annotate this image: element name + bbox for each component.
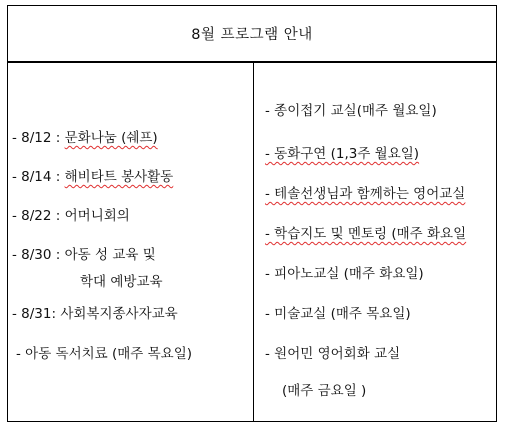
event-date: - 8/30 :	[12, 247, 65, 263]
event-item	[12, 171, 173, 185]
program-item: - 원어민 영어회화 교실	[265, 346, 401, 362]
event-date: -	[16, 346, 26, 362]
event-text: 아동 독서치료 (매주 목요일)	[25, 346, 193, 362]
program-item-continued: (매주 금요일 )	[282, 383, 367, 399]
weekly-programs-column	[254, 63, 496, 421]
table-title: 8월 프로그램 안내	[8, 6, 496, 63]
event-item-continued	[80, 276, 163, 290]
event-text: 어머니회의	[64, 208, 130, 224]
event-item	[16, 348, 192, 362]
program-item: - 종이접기 교실(매주 월요일)	[265, 103, 437, 119]
program-item: - 학습지도 및 멘토링 (매주 화요일	[265, 226, 467, 242]
event-item	[12, 132, 158, 146]
program-item: - 미술교실 (매주 목요일)	[265, 306, 411, 322]
event-date: - 8/22 :	[12, 208, 65, 224]
event-date: - 8/14 :	[12, 169, 65, 185]
dated-events-column	[8, 63, 253, 421]
event-text: 해비타트 봉사활동	[64, 169, 174, 185]
event-item	[12, 210, 130, 224]
event-text: 학대 예방교육	[80, 274, 163, 290]
event-date: - 8/31:	[12, 306, 61, 322]
program-item: - 테솔선생님과 함께하는 영어교실	[265, 186, 466, 202]
event-item	[12, 308, 178, 322]
event-text: 아동 성 교육 및	[64, 247, 156, 263]
program-table	[7, 5, 497, 422]
event-item	[12, 249, 156, 263]
event-text: 사회복지종사자교육	[60, 306, 178, 322]
event-date: - 8/12 :	[12, 130, 65, 146]
program-item: - 피아노교실 (매주 화요일)	[265, 266, 424, 282]
event-text: 문화나눔 (쉐프)	[64, 130, 158, 146]
program-item: - 동화구연 (1,3주 월요일)	[265, 146, 420, 162]
